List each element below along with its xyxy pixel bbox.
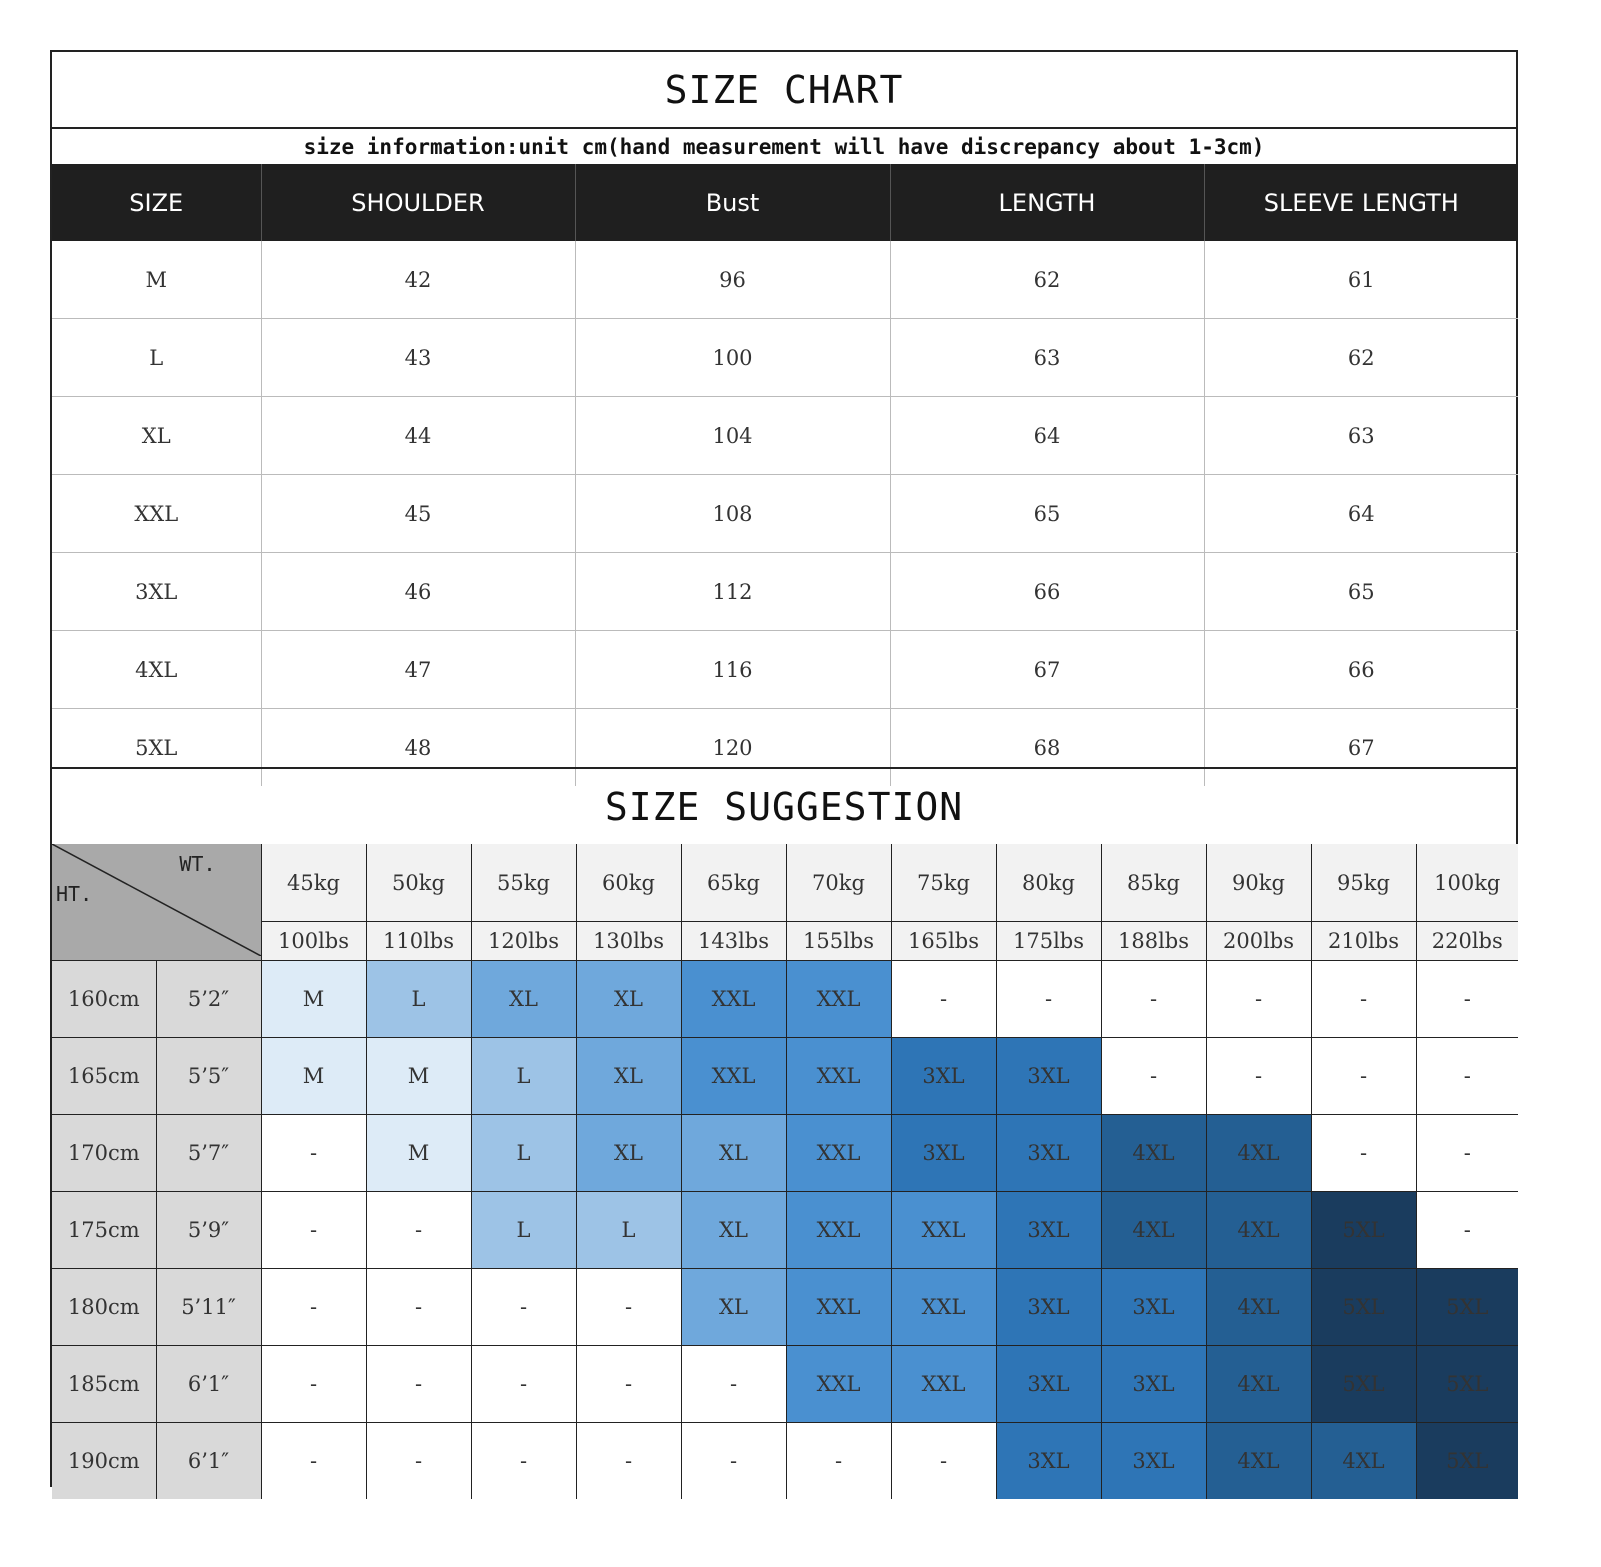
suggested-size-cell: - (891, 1423, 996, 1500)
suggested-size-cell: L (576, 1192, 681, 1269)
height-cm-cell: 160cm (52, 961, 156, 1038)
suggested-size-cell: - (1416, 1038, 1518, 1115)
header-sleeve-length: SLEEVE LENGTH (1204, 164, 1518, 241)
suggested-size-cell: XL (576, 1038, 681, 1115)
weight-kg-cell: 50kg (366, 844, 471, 922)
suggested-size-cell: XXL (681, 961, 786, 1038)
weight-kg-cell: 65kg (681, 844, 786, 922)
suggested-size-cell: XXL (786, 961, 891, 1038)
suggested-size-cell: XXL (786, 1192, 891, 1269)
measurement-cell: 67 (1204, 709, 1518, 787)
weight-kg-cell: 100kg (1416, 844, 1518, 922)
suggested-size-cell: 4XL (1206, 1192, 1311, 1269)
weight-lbs-cell: 165lbs (891, 922, 996, 961)
weight-kg-cell: 95kg (1311, 844, 1416, 922)
size-cell: 4XL (52, 631, 261, 709)
suggested-size-cell: M (366, 1038, 471, 1115)
measurement-cell: 66 (1204, 631, 1518, 709)
height-cm-cell: 165cm (52, 1038, 156, 1115)
height-ft-cell: 5’9″ (156, 1192, 261, 1269)
header-shoulder: SHOULDER (261, 164, 575, 241)
height-row (52, 1269, 1518, 1346)
measurement-cell: 42 (261, 241, 575, 319)
measurement-cell: 44 (261, 397, 575, 475)
weight-lbs-cell: 220lbs (1416, 922, 1518, 961)
suggestion-title: SIZE SUGGESTION (52, 767, 1516, 846)
measurement-cell: 65 (890, 475, 1204, 553)
size-cell: L (52, 319, 261, 397)
suggested-size-cell: - (576, 1423, 681, 1500)
suggested-size-cell: 3XL (891, 1115, 996, 1192)
measurement-cell: 100 (575, 319, 890, 397)
chart-title: SIZE CHART (52, 52, 1516, 129)
suggested-size-cell: 3XL (891, 1038, 996, 1115)
suggested-size-cell: 4XL (1101, 1115, 1206, 1192)
height-ft-cell: 5’11″ (156, 1269, 261, 1346)
height-ft-cell: 6’1″ (156, 1346, 261, 1423)
measurement-header-row (52, 164, 1518, 241)
suggested-size-cell: XXL (681, 1038, 786, 1115)
measurement-cell: 43 (261, 319, 575, 397)
weight-lbs-cell: 130lbs (576, 922, 681, 961)
size-cell: 3XL (52, 553, 261, 631)
height-row (52, 1423, 1518, 1500)
weight-kg-row (52, 844, 1518, 922)
suggested-size-cell: - (1101, 1038, 1206, 1115)
suggested-size-cell: - (366, 1346, 471, 1423)
weight-lbs-cell: 200lbs (1206, 922, 1311, 961)
size-cell: 5XL (52, 709, 261, 787)
suggested-size-cell: 3XL (1101, 1423, 1206, 1500)
measurement-cell: 108 (575, 475, 890, 553)
measurement-cell: 62 (890, 241, 1204, 319)
weight-lbs-cell: 175lbs (996, 922, 1101, 961)
suggested-size-cell: XL (471, 961, 576, 1038)
measurement-cell: 63 (890, 319, 1204, 397)
suggested-size-cell: L (471, 1038, 576, 1115)
suggested-size-cell: XXL (891, 1192, 996, 1269)
size-chart-sheet (50, 50, 1518, 1487)
weight-lbs-cell: 155lbs (786, 922, 891, 961)
suggested-size-cell: - (891, 961, 996, 1038)
suggested-size-cell: 5XL (1416, 1269, 1518, 1346)
weight-kg-cell: 75kg (891, 844, 996, 922)
corner-header (52, 844, 261, 961)
measurement-table (52, 164, 1518, 786)
suggested-size-cell: - (1311, 1038, 1416, 1115)
size-info-note: size information:unit cm(hand measurement will have discrepancy about 1-3cm) (303, 134, 1265, 159)
suggested-size-cell: - (471, 1423, 576, 1500)
measurement-cell: 104 (575, 397, 890, 475)
height-cm-cell: 190cm (52, 1423, 156, 1500)
suggested-size-cell: 4XL (1206, 1269, 1311, 1346)
suggested-size-cell: 5XL (1416, 1346, 1518, 1423)
measurement-cell: 61 (1204, 241, 1518, 319)
suggested-size-cell: 5XL (1311, 1269, 1416, 1346)
height-row (52, 1038, 1518, 1115)
suggested-size-cell: - (261, 1115, 366, 1192)
measurement-cell: 45 (261, 475, 575, 553)
suggested-size-cell: - (471, 1346, 576, 1423)
suggested-size-cell: 4XL (1101, 1192, 1206, 1269)
suggested-size-cell: - (1416, 1115, 1518, 1192)
weight-kg-cell: 60kg (576, 844, 681, 922)
suggested-size-cell: XXL (786, 1038, 891, 1115)
height-cm-cell: 180cm (52, 1269, 156, 1346)
suggested-size-cell: - (366, 1269, 471, 1346)
weight-lbs-cell: 120lbs (471, 922, 576, 961)
suggested-size-cell: L (471, 1192, 576, 1269)
suggested-size-cell: L (366, 961, 471, 1038)
suggested-size-cell: 3XL (996, 1192, 1101, 1269)
suggested-size-cell: XL (681, 1269, 786, 1346)
size-cell: M (145, 267, 167, 292)
suggested-size-cell: - (366, 1423, 471, 1500)
weight-lbs-cell: 143lbs (681, 922, 786, 961)
measurement-cell: 120 (575, 709, 890, 787)
suggested-size-cell: 4XL (1206, 1115, 1311, 1192)
suggested-size-cell: - (1416, 961, 1518, 1038)
weight-kg-cell: 85kg (1101, 844, 1206, 922)
suggested-size-cell: - (261, 1192, 366, 1269)
height-row (52, 1346, 1518, 1423)
measurement-cell: 96 (575, 241, 890, 319)
header-length: LENGTH (890, 164, 1204, 241)
height-ft-cell: 5’7″ (156, 1115, 261, 1192)
suggested-size-cell: - (261, 1269, 366, 1346)
height-cm-cell: 175cm (52, 1192, 156, 1269)
suggested-size-cell: 3XL (996, 1115, 1101, 1192)
height-ft-cell: 5’5″ (156, 1038, 261, 1115)
suggested-size-cell: XL (681, 1115, 786, 1192)
weight-kg-cell: 70kg (786, 844, 891, 922)
header-bust: Bust (575, 164, 890, 241)
suggested-size-cell: 3XL (996, 1038, 1101, 1115)
weight-lbs-cell: 188lbs (1101, 922, 1206, 961)
weight-lbs-cell: 100lbs (261, 922, 366, 961)
height-ft-cell: 6’1″ (156, 1423, 261, 1500)
measurement-cell: 65 (1204, 553, 1518, 631)
suggested-size-cell: XXL (891, 1346, 996, 1423)
suggested-size-cell: 4XL (1311, 1423, 1416, 1500)
suggested-size-cell: - (996, 961, 1101, 1038)
measurement-cell: 48 (261, 709, 575, 787)
measurement-row (52, 397, 1518, 475)
measurement-row (52, 475, 1518, 553)
measurement-cell: 63 (1204, 397, 1518, 475)
measurement-cell: 112 (575, 553, 890, 631)
height-cm-cell: 170cm (52, 1115, 156, 1192)
suggested-size-cell: - (366, 1192, 471, 1269)
measurement-row (52, 631, 1518, 709)
size-cell: XXL (52, 475, 261, 553)
header-size: SIZE (52, 164, 261, 241)
suggested-size-cell: - (1206, 1038, 1311, 1115)
suggested-size-cell: - (681, 1346, 786, 1423)
suggested-size-cell: - (576, 1346, 681, 1423)
suggested-size-cell: - (576, 1269, 681, 1346)
suggested-size-cell: XL (681, 1192, 786, 1269)
suggested-size-cell: M (261, 961, 366, 1038)
suggested-size-cell: - (261, 1423, 366, 1500)
measurement-cell: 62 (1204, 319, 1518, 397)
measurement-cell: 66 (890, 553, 1204, 631)
suggested-size-cell: 3XL (1101, 1269, 1206, 1346)
suggested-size-cell: - (1416, 1192, 1518, 1269)
suggested-size-cell: XXL (786, 1346, 891, 1423)
suggested-size-cell: 3XL (996, 1346, 1101, 1423)
weight-kg-cell: 45kg (261, 844, 366, 922)
height-row (52, 1115, 1518, 1192)
weight-lbs-cell: 110lbs (366, 922, 471, 961)
suggested-size-cell: XXL (786, 1269, 891, 1346)
height-row (52, 1192, 1518, 1269)
suggested-size-cell: - (1311, 1115, 1416, 1192)
weight-lbs-cell: 210lbs (1311, 922, 1416, 961)
suggested-size-cell: XXL (786, 1115, 891, 1192)
height-ft-cell: 5’2″ (156, 961, 261, 1038)
suggested-size-cell: - (1101, 961, 1206, 1038)
suggested-size-cell: - (471, 1269, 576, 1346)
measurement-cell: 116 (575, 631, 890, 709)
height-row (52, 961, 1518, 1038)
suggested-size-cell: L (471, 1115, 576, 1192)
suggested-size-cell: M (366, 1115, 471, 1192)
suggested-size-cell: 4XL (1206, 1423, 1311, 1500)
measurement-cell: 68 (890, 709, 1204, 787)
suggested-size-cell: - (681, 1423, 786, 1500)
size-suggestion-table (52, 844, 1518, 1499)
measurement-row (52, 553, 1518, 631)
size-cell: XL (52, 397, 261, 475)
weight-kg-cell: 90kg (1206, 844, 1311, 922)
suggested-size-cell: XL (576, 1115, 681, 1192)
height-cm-cell: 185cm (52, 1346, 156, 1423)
measurement-row (52, 319, 1518, 397)
suggested-size-cell: 4XL (1206, 1346, 1311, 1423)
suggested-size-cell: - (261, 1346, 366, 1423)
weight-kg-cell: 55kg (471, 844, 576, 922)
suggested-size-cell: XXL (891, 1269, 996, 1346)
weight-axis-label: WT. (179, 852, 216, 876)
measurement-cell: 64 (1204, 475, 1518, 553)
measurement-cell: 67 (890, 631, 1204, 709)
measurement-cell: 47 (261, 631, 575, 709)
suggested-size-cell: XL (576, 961, 681, 1038)
measurement-row (52, 241, 1518, 319)
measurement-cell: 64 (890, 397, 1204, 475)
suggested-size-cell: 3XL (996, 1423, 1101, 1500)
suggested-size-cell: - (1206, 961, 1311, 1038)
suggested-size-cell: 3XL (1101, 1346, 1206, 1423)
suggested-size-cell: - (786, 1423, 891, 1500)
suggested-size-cell: 5XL (1311, 1192, 1416, 1269)
suggested-size-cell: M (261, 1038, 366, 1115)
height-axis-label: HT. (56, 882, 93, 906)
measurement-cell: 46 (261, 553, 575, 631)
suggested-size-cell: - (1311, 961, 1416, 1038)
suggested-size-cell: 5XL (1416, 1423, 1518, 1500)
suggested-size-cell: 5XL (1311, 1346, 1416, 1423)
suggested-size-cell: 3XL (996, 1269, 1101, 1346)
weight-kg-cell: 80kg (996, 844, 1101, 922)
weight-lbs-row (52, 922, 1518, 961)
